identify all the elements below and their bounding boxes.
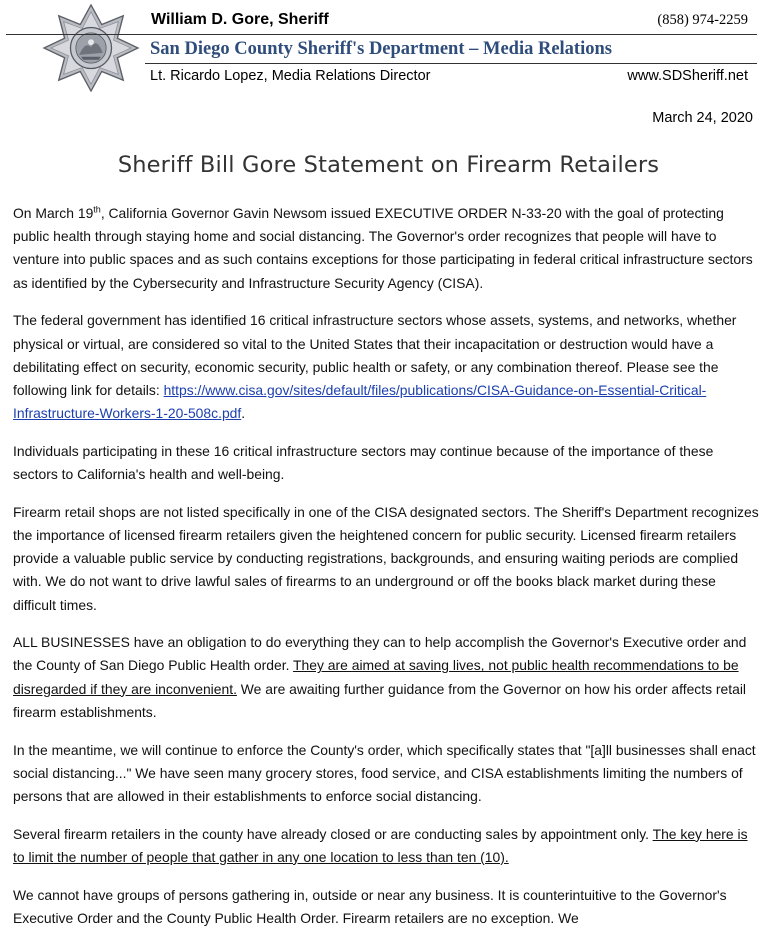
- sheriff-name: William D. Gore, Sheriff: [151, 11, 329, 28]
- media-director: Lt. Ricardo Lopez, Media Relations Director: [150, 68, 431, 84]
- statement-body: [13, 202, 761, 944]
- paragraph-text: , California Governor Gavin Newsom issued EXECUTIVE ORDER N-33-20 with the goal of protecting public health through staying home and social distancing. The Governor's order recognizes that people will have to venture into public spaces and as such contains exceptions for those participating in federal critical infrastructure sectors as identified by the Cybersecurity and Infrastructure Security Agency (CISA).: [13, 205, 753, 291]
- paragraph-text: We are awaiting further guidance from the Governor on how his order affects retail firearm establishments.: [13, 680, 747, 720]
- paragraph-1: [13, 202, 761, 295]
- paragraph-text: .: [241, 405, 246, 422]
- header-rule-top: [145, 34, 757, 35]
- phone-number: (858) 974-2259: [657, 12, 748, 28]
- statement-date: March 24, 2020: [652, 110, 753, 126]
- paragraph-8: We cannot have groups of persons gathering in, outside or near any business. It is counterintuitive to the Governor's Executive Order and the County Public Health Order. Firearm retailers are no exception. We: [13, 886, 727, 926]
- department-name: San Diego County Sheriff's Department – Media Relations: [150, 39, 612, 59]
- paragraph-2: [13, 309, 761, 425]
- ordinal-suffix: th: [93, 204, 101, 215]
- header-rule-top: [6, 34, 145, 35]
- letterhead: [0, 0, 777, 100]
- header-rule-middle: [145, 63, 757, 64]
- paragraph-5: [13, 631, 761, 724]
- paragraph-text: Several firearm retailers in the county have already closed or are conducting sales by appointment only.: [13, 825, 653, 842]
- paragraph-7: [13, 823, 761, 869]
- sheriff-star-badge-icon: [42, 4, 140, 92]
- website-link[interactable]: www.SDSheriff.net: [627, 68, 748, 84]
- paragraph-3: Individuals participating in these 16 critical infrastructure sectors may continue because of the importance of these sectors to California's health and well-being.: [13, 442, 714, 483]
- paragraph-text: ALL BUSINESSES have an obligation to do everything they can to help accomplish the Governor's Executive order and the County of San Diego Public Health order.: [13, 634, 747, 674]
- paragraph-6: In the meantime, we will continue to enforce the County's order, which specifically states that "[a]ll businesses shall enact social distancing..." We have seen many grocery stores, food service, and CISA establishments limiting the numbers of persons that are allowed in their establishments to enforce social distancing.: [13, 741, 756, 804]
- paragraph-4: Firearm retail shops are not listed specifically in one of the CISA designated sectors. The Sheriff's Department recognizes the importance of licensed firearm retailers given the heightened concern for public security. Licensed firearm retailers provide a valuable public service by conducting registrations, backgrounds, and ensuring waiting periods are complied with. We do not want to drive lawful sales of firearms to an underground or off the books black market during these difficult times.: [13, 503, 759, 613]
- underlined-text: They are aimed at saving lives, not public health recommendations to be disregarded if they are inconvenient.: [13, 657, 739, 697]
- paragraph-text: On March 19: [13, 205, 94, 221]
- page-title: Sheriff Bill Gore Statement on Firearm Retailers: [117, 152, 660, 178]
- cisa-guidance-link[interactable]: https://www.cisa.gov/sites/default/files/publications/CISA-Guidance-on-Essential-Critical-Infrastructure-Workers-1-20-508c.pdf: [13, 381, 707, 422]
- paragraph-text: The federal government has identified 16 critical infrastructure sectors whose assets, systems, and networks, whether physical or virtual, are considered so vital to the United States that their incapacitation or destruction would have a debilitating effect on security, economic security, public health or safety, or any combination thereof. Please see the following link for details:: [13, 312, 737, 398]
- underlined-text: The key here is to limit the number of people that gather in any one location to less than ten (10).: [13, 825, 748, 865]
